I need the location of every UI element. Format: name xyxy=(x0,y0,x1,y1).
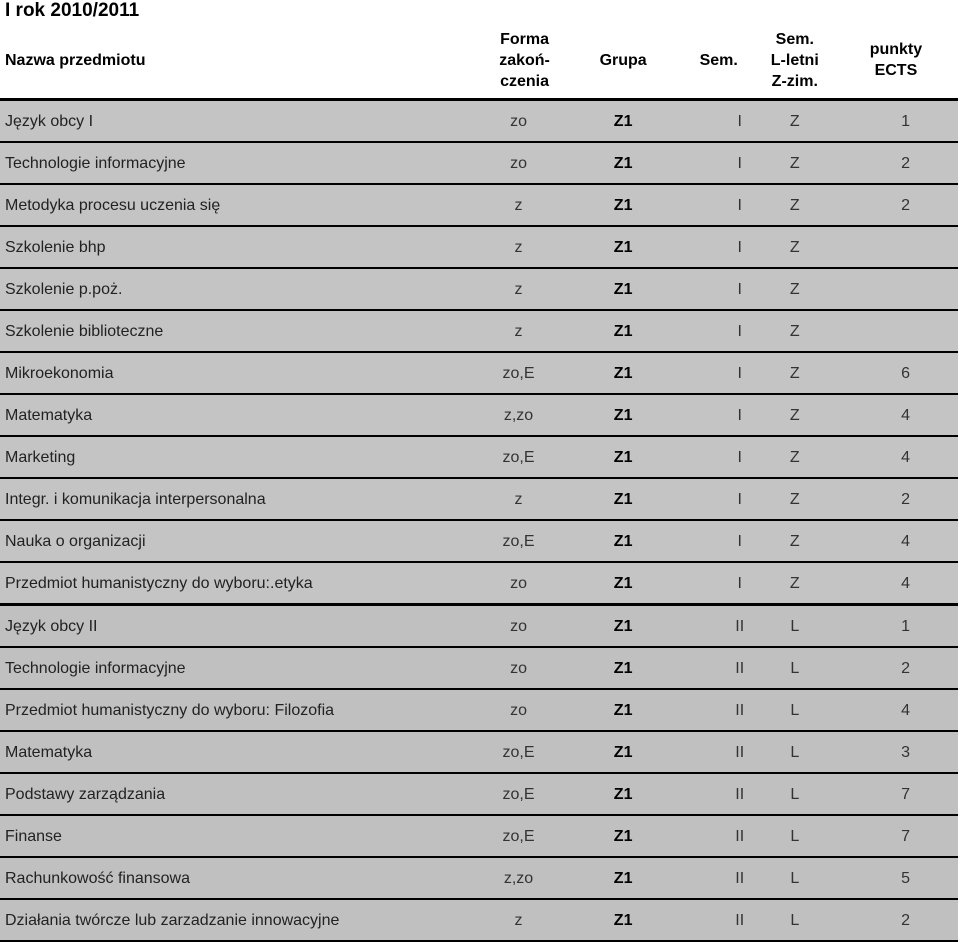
header-sem: Sem. xyxy=(682,22,756,100)
forma-cell: z xyxy=(464,226,564,268)
grupa-cell: Z1 xyxy=(565,605,682,648)
header-forma xyxy=(464,22,564,100)
sem-lz-cell: Z xyxy=(756,268,834,310)
course-name-cell: Integr. i komunikacja interpersonalna xyxy=(0,478,464,520)
table-row xyxy=(0,142,958,184)
forma-cell: z xyxy=(464,478,564,520)
grupa-cell: Z1 xyxy=(565,310,682,352)
forma-cell: zo xyxy=(464,647,564,689)
grupa-cell: Z1 xyxy=(565,773,682,815)
sem-cell: II xyxy=(682,731,756,773)
course-name-cell: Metodyka procesu uczenia się xyxy=(0,184,464,226)
ects-cell xyxy=(834,226,958,268)
table-row xyxy=(0,562,958,605)
sem-lz-cell: Z xyxy=(756,100,834,143)
ects-cell: 7 xyxy=(834,815,958,857)
grupa-cell: Z1 xyxy=(565,647,682,689)
ects-cell: 2 xyxy=(834,647,958,689)
sem-cell: II xyxy=(682,647,756,689)
page-title: I rok 2010/2011 xyxy=(5,0,140,21)
header-ects xyxy=(834,22,958,100)
table-row xyxy=(0,520,958,562)
header-ects-line: ECTS xyxy=(874,62,918,79)
ects-cell: 2 xyxy=(834,478,958,520)
course-name-cell: Szkolenie p.poż. xyxy=(0,268,464,310)
ects-cell: 4 xyxy=(834,436,958,478)
sem-lz-cell: Z xyxy=(756,520,834,562)
sem-lz-cell: Z xyxy=(756,226,834,268)
ects-cell: 2 xyxy=(834,899,958,941)
forma-cell: zo xyxy=(464,689,564,731)
course-name-cell: Działania twórcze lub zarzadzanie innowacyjne xyxy=(0,899,464,941)
sem-cell: I xyxy=(682,394,756,436)
header-sem-lz xyxy=(756,22,834,100)
forma-cell: zo xyxy=(464,562,564,605)
header-forma-line: czenia xyxy=(500,72,549,90)
grupa-cell: Z1 xyxy=(565,226,682,268)
ects-cell: 5 xyxy=(834,857,958,899)
sem-cell: I xyxy=(682,520,756,562)
sem-lz-cell: L xyxy=(756,899,834,941)
grupa-cell: Z1 xyxy=(565,815,682,857)
table-row xyxy=(0,857,958,899)
ects-cell: 1 xyxy=(834,100,958,143)
table-row xyxy=(0,436,958,478)
course-name-cell: Matematyka xyxy=(0,394,464,436)
header-ects-line: punkty xyxy=(869,41,923,58)
sem-lz-cell: L xyxy=(756,857,834,899)
sem-cell: II xyxy=(682,899,756,941)
sem-cell: II xyxy=(682,815,756,857)
ects-cell: 3 xyxy=(834,731,958,773)
header-sem-lz-line: L-letni xyxy=(770,51,819,69)
grupa-cell: Z1 xyxy=(565,520,682,562)
course-name-cell: Szkolenie bhp xyxy=(0,226,464,268)
forma-cell: zo,E xyxy=(464,436,564,478)
course-name-cell: Język obcy II xyxy=(0,605,464,648)
grupa-cell: Z1 xyxy=(565,436,682,478)
table-row xyxy=(0,899,958,941)
grupa-cell: Z1 xyxy=(565,478,682,520)
course-name-cell: Finanse xyxy=(0,815,464,857)
sem-lz-cell: Z xyxy=(756,184,834,226)
grupa-cell: Z1 xyxy=(565,352,682,394)
sem-lz-cell: Z xyxy=(756,142,834,184)
forma-cell: zo xyxy=(464,100,564,143)
grupa-cell: Z1 xyxy=(565,394,682,436)
table-row xyxy=(0,731,958,773)
table-row xyxy=(0,310,958,352)
course-name-cell: Podstawy zarządzania xyxy=(0,773,464,815)
table-header-row xyxy=(0,22,958,100)
forma-cell: z xyxy=(464,899,564,941)
forma-cell: zo,E xyxy=(464,731,564,773)
sem-cell: I xyxy=(682,100,756,143)
sem-cell: II xyxy=(682,857,756,899)
grupa-cell: Z1 xyxy=(565,184,682,226)
sem-cell: I xyxy=(682,184,756,226)
sem-cell: II xyxy=(682,689,756,731)
sem-lz-cell: L xyxy=(756,689,834,731)
grupa-cell: Z1 xyxy=(565,268,682,310)
sem-lz-cell: Z xyxy=(756,310,834,352)
forma-cell: z,zo xyxy=(464,857,564,899)
course-name-cell: Rachunkowość finansowa xyxy=(0,857,464,899)
ects-cell xyxy=(834,268,958,310)
courses-table xyxy=(0,22,958,942)
forma-cell: z,zo xyxy=(464,394,564,436)
header-name: Nazwa przedmiotu xyxy=(0,22,464,100)
course-name-cell: Przedmiot humanistyczny do wyboru:.etyka xyxy=(0,562,464,605)
grupa-cell: Z1 xyxy=(565,562,682,605)
sem-cell: I xyxy=(682,478,756,520)
sem-lz-cell: Z xyxy=(756,436,834,478)
table-row xyxy=(0,184,958,226)
forma-cell: z xyxy=(464,310,564,352)
ects-cell: 4 xyxy=(834,689,958,731)
ects-cell: 4 xyxy=(834,520,958,562)
ects-cell: 2 xyxy=(834,142,958,184)
header-grupa: Grupa xyxy=(565,22,682,100)
forma-cell: zo,E xyxy=(464,352,564,394)
sem-lz-cell: Z xyxy=(756,478,834,520)
table-row xyxy=(0,815,958,857)
table-row xyxy=(0,689,958,731)
grupa-cell: Z1 xyxy=(565,857,682,899)
table-row xyxy=(0,394,958,436)
sem-lz-cell: Z xyxy=(756,562,834,605)
forma-cell: zo,E xyxy=(464,773,564,815)
header-forma-line: zakoń- xyxy=(499,51,550,69)
sem-cell: I xyxy=(682,268,756,310)
grupa-cell: Z1 xyxy=(565,100,682,143)
sem-lz-cell: L xyxy=(756,731,834,773)
table-row xyxy=(0,605,958,648)
table-row xyxy=(0,773,958,815)
table-row xyxy=(0,100,958,143)
sem-cell: I xyxy=(682,142,756,184)
course-name-cell: Przedmiot humanistyczny do wyboru: Filozofia xyxy=(0,689,464,731)
grupa-cell: Z1 xyxy=(565,731,682,773)
forma-cell: z xyxy=(464,268,564,310)
sem-lz-cell: L xyxy=(756,815,834,857)
course-name-cell: Technologie informacyjne xyxy=(0,647,464,689)
sem-cell: I xyxy=(682,562,756,605)
course-name-cell: Szkolenie biblioteczne xyxy=(0,310,464,352)
grupa-cell: Z1 xyxy=(565,689,682,731)
sem-cell: II xyxy=(682,773,756,815)
course-name-cell: Marketing xyxy=(0,436,464,478)
sem-lz-cell: Z xyxy=(756,352,834,394)
table-row xyxy=(0,478,958,520)
forma-cell: zo xyxy=(464,605,564,648)
ects-cell: 4 xyxy=(834,562,958,605)
grupa-cell: Z1 xyxy=(565,899,682,941)
table-row xyxy=(0,647,958,689)
forma-cell: zo,E xyxy=(464,520,564,562)
forma-cell: zo xyxy=(464,142,564,184)
ects-cell: 1 xyxy=(834,605,958,648)
header-forma-line: Forma xyxy=(500,30,549,48)
ects-cell xyxy=(834,310,958,352)
table-row xyxy=(0,268,958,310)
grupa-cell: Z1 xyxy=(565,142,682,184)
sem-lz-cell: L xyxy=(756,605,834,648)
sem-cell: II xyxy=(682,605,756,648)
sem-cell: I xyxy=(682,436,756,478)
sem-cell: I xyxy=(682,352,756,394)
forma-cell: z xyxy=(464,184,564,226)
course-name-cell: Matematyka xyxy=(0,731,464,773)
header-sem-lz-line: Z-zim. xyxy=(771,72,818,90)
ects-cell: 4 xyxy=(834,394,958,436)
ects-cell: 2 xyxy=(834,184,958,226)
sem-lz-cell: L xyxy=(756,647,834,689)
ects-cell: 7 xyxy=(834,773,958,815)
course-name-cell: Technologie informacyjne xyxy=(0,142,464,184)
table-row xyxy=(0,352,958,394)
sem-lz-cell: Z xyxy=(756,394,834,436)
sem-cell: I xyxy=(682,226,756,268)
ects-cell: 6 xyxy=(834,352,958,394)
sem-lz-cell: L xyxy=(756,773,834,815)
sem-cell: I xyxy=(682,310,756,352)
course-name-cell: Nauka o organizacji xyxy=(0,520,464,562)
forma-cell: zo,E xyxy=(464,815,564,857)
table-row xyxy=(0,226,958,268)
course-name-cell: Język obcy I xyxy=(0,100,464,143)
course-name-cell: Mikroekonomia xyxy=(0,352,464,394)
header-sem-lz-line: Sem. xyxy=(775,30,814,48)
